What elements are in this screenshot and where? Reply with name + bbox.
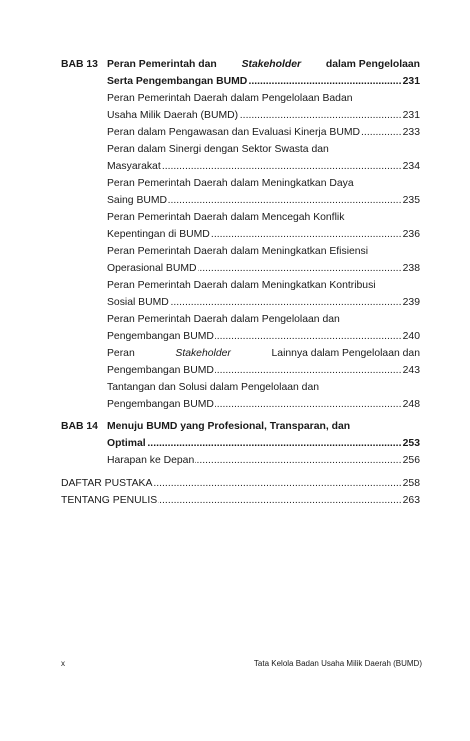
page-number: 258 xyxy=(402,475,420,492)
page-number: 235 xyxy=(402,192,420,209)
toc-entry-line[interactable]: ..... Pengembangan BUMD 240 xyxy=(107,328,420,345)
toc-entry-line[interactable]: ..... Harapan ke Depan 256 xyxy=(107,452,420,469)
page-number: 243 xyxy=(402,362,420,379)
footer-page-number: x xyxy=(61,659,65,668)
page-number: 231 xyxy=(402,107,420,124)
chapter-number: BAB 14 xyxy=(61,421,98,432)
toc-entry-line[interactable]: ..... Kepentingan di BUMD 236 xyxy=(107,226,420,243)
page-number: 238 xyxy=(402,260,420,277)
page-number: 256 xyxy=(402,452,420,469)
table-of-contents xyxy=(61,56,420,509)
toc-entry-line[interactable]: ..... Operasional BUMD 238 xyxy=(107,260,420,277)
page-number: 233 xyxy=(402,124,420,141)
chapter-number: BAB 13 xyxy=(61,59,98,70)
chapter-title-line[interactable]: ..... Optimal 253 xyxy=(107,435,420,452)
chapter-title[interactable]: Peran Pemerintah dan Stakeholder dalam Pengelolaan xyxy=(107,59,421,70)
page-number: 248 xyxy=(402,396,420,413)
toc-entry[interactable]: Peran Pemerintah Daerah dalam Pengelolaan Badan xyxy=(107,93,353,104)
toc-entry[interactable]: Peran Pemerintah Daerah dalam Meningkatkan Efisiensi xyxy=(107,246,369,257)
toc-entry-line[interactable]: ..... Masyarakat 234 xyxy=(107,158,420,175)
toc-entry[interactable]: Peran Pemerintah Daerah dalam Meningkatkan Daya xyxy=(107,178,354,189)
toc-entry[interactable]: Tantangan dan Solusi dalam Pengelolaan dan xyxy=(107,382,320,393)
page-footer xyxy=(61,659,422,668)
page-number: 240 xyxy=(402,328,420,345)
page-number: 234 xyxy=(402,158,420,175)
page-number: 263 xyxy=(402,492,420,509)
page-number: 231 xyxy=(402,73,420,90)
back-matter-bibliography[interactable]: ..... DAFTAR PUSTAKA 258 xyxy=(61,475,420,492)
toc-entry[interactable]: Peran dalam Sinergi dengan Sektor Swasta dan xyxy=(107,144,329,155)
chapter-title-line[interactable]: ..... Serta Pengembangan BUMD 231 xyxy=(107,73,420,90)
page-number: 253 xyxy=(402,435,420,452)
footer-book-title: Tata Kelola Badan Usaha Milik Daerah (BUMD) xyxy=(253,659,422,668)
back-matter-about-author[interactable]: ..... TENTANG PENULIS 263 xyxy=(61,492,420,509)
toc-entry-line[interactable]: ..... Sosial BUMD 239 xyxy=(107,294,420,311)
toc-entry-line[interactable]: ..... Saing BUMD 235 xyxy=(107,192,420,209)
toc-entry[interactable]: Peran Pemerintah Daerah dalam Pengelolaan dan xyxy=(107,314,340,325)
toc-entry[interactable]: Peran Stakeholder Lainnya dalam Pengelolaan dan xyxy=(107,348,420,359)
toc-entry-line[interactable]: ..... Pengembangan BUMD 243 xyxy=(107,362,420,379)
chapter-title[interactable]: Menuju BUMD yang Profesional, Transparan, dan xyxy=(107,421,351,432)
page-number: 239 xyxy=(402,294,420,311)
toc-entry[interactable]: Peran Pemerintah Daerah dalam Meningkatkan Kontribusi xyxy=(107,280,376,291)
toc-entry-line[interactable]: ..... Usaha Milik Daerah (BUMD) 231 xyxy=(107,107,420,124)
toc-entry-line[interactable]: ..... Pengembangan BUMD 248 xyxy=(107,396,420,413)
page-number: 236 xyxy=(402,226,420,243)
toc-entry[interactable]: Peran Pemerintah Daerah dalam Mencegah Konflik xyxy=(107,212,345,223)
toc-entry-line[interactable]: ..... Peran dalam Pengawasan dan Evaluasi Kinerja BUMD 233 xyxy=(107,124,420,141)
chapter-14 xyxy=(61,418,420,469)
chapter-13 xyxy=(61,56,420,413)
